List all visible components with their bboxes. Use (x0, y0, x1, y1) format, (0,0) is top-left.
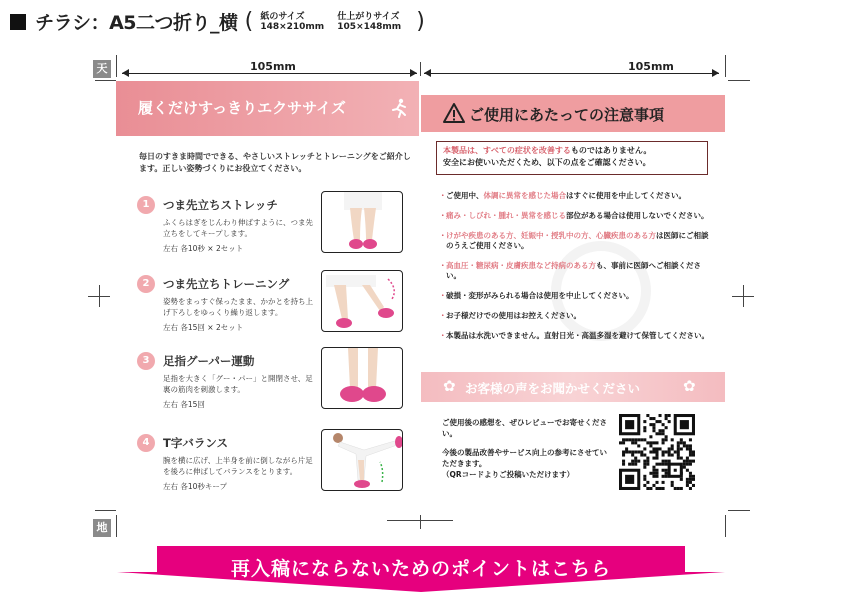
exercise-desc: 姿勢をまっすぐ保ったまま、かかとを持ち上げ下ろしをゆっくり繰り返します。 (163, 297, 313, 317)
flower-icon: ✿ (683, 377, 696, 395)
exercise-intro: 毎日のすきま時間でできる、やさしいストレッチとトレーニングをご紹介します。正しい姿勢づくりにお役立てください。 (139, 152, 411, 173)
exercise-photo-3 (321, 347, 403, 409)
paper-size: 紙のサイズ 148×210mm (260, 11, 325, 32)
exercise-item-4 (116, 433, 419, 499)
close-paren: ) (416, 9, 425, 34)
exercise-reps: 左右 各15回 × 2セット (163, 323, 244, 332)
dimension-left-label: 105mm (250, 60, 296, 73)
bottom-marker: 地 (93, 519, 111, 537)
caution-item: ・ 痛み・しびれ・腫れ・異常を感じる部位がある場合は使用しないでください。 (439, 211, 709, 220)
caution-item: ・ 高血圧・糖尿病・皮膚疾患など持病のある方も、事前に医師へご相談ください。 (439, 261, 701, 280)
caution-title: ご使用にあたっての注意事項 (469, 106, 665, 124)
voice-text: ご使用後の感想を、ぜひレビューでお寄せください。 今後の製品改善やサービス向上の参考にさせていただきます。 （QRコードよりご投稿いただけます） (442, 418, 607, 479)
reupload-points-banner[interactable] (117, 546, 725, 592)
caution-item: ・ 破損・変形がみられる場合は使用を中止してください。 (439, 291, 634, 300)
notice-rest: ものではありません。 (570, 146, 652, 155)
notice-line2: 安全にお使いいただくため、以下の点をご確認ください。 (443, 158, 651, 167)
flower-icon: ✿ (443, 377, 456, 395)
notice-highlight: 本製品は、すべての症状を改善する (443, 146, 571, 155)
open-paren: ( (244, 9, 254, 34)
voice-title-band (421, 372, 725, 402)
exercise-name: つま先立ちトレーニング (163, 277, 290, 291)
qr-code[interactable] (619, 414, 695, 490)
exercise-number: 2 (137, 275, 155, 293)
notice-box (436, 141, 708, 175)
exercise-desc: 足指を大きく「グー・パー」と開閉させ、足裏の筋肉を刺激します。 (163, 374, 313, 394)
exercise-name: 足指グーパー運動 (163, 354, 255, 368)
dimension-right-label: 105mm (628, 60, 674, 73)
caution-list (439, 191, 714, 351)
runner-icon (390, 98, 408, 123)
finish-size: 仕上がりサイズ 105×148mm (337, 11, 402, 32)
page-header (10, 8, 427, 38)
caution-item: ・ ご使用中、体調に異常を感じた場合はすぐに使用を中止してください。 (439, 191, 686, 200)
exercise-name: T字バランス (163, 436, 228, 450)
exercise-reps: 左右 各10秒 × 2セット (163, 244, 244, 253)
exercise-title: 履くだけすっきりエクササイズ (138, 99, 346, 117)
caution-item: ・ 本製品は水洗いできません。直射日光・高温多湿を避けて保管してください。 (439, 331, 709, 340)
exercise-desc: ふくらはぎをじんわり伸ばすように、つま先立ちをしてキープします。 (163, 218, 313, 238)
caution-item: ・ けがや疾患のある方、妊娠中・授乳中の方、心臓疾患のある方は医師にご相談のうえご使用ください。 (439, 231, 709, 250)
exercise-item-3 (116, 351, 419, 417)
page-title: チラシ：A5二つ折り_横 (35, 12, 238, 34)
caution-item: ・ お子様だけでの使用はお控えください。 (439, 311, 581, 320)
exercise-item-2 (116, 274, 419, 340)
exercise-photo-4 (321, 429, 403, 491)
top-marker: 天 (93, 60, 111, 78)
banner-label: 再入稿にならないためのポイントはこちら (230, 558, 611, 580)
right-panel (421, 81, 725, 509)
exercise-item-1 (116, 195, 419, 261)
exercise-photo-1 (321, 191, 403, 253)
left-panel (116, 81, 419, 509)
exercise-reps: 左右 各15回 (163, 400, 205, 409)
exercise-photo-2 (321, 270, 403, 332)
exercise-desc: 腕を横に広げ、上半身を前に倒しながら片足を後ろに伸ばしてバランスをとります。 (163, 456, 313, 476)
exercise-title-band (116, 81, 419, 136)
exercise-number: 4 (137, 434, 155, 452)
square-bullet-icon (10, 14, 26, 30)
exercise-name: つま先立ちストレッチ (163, 198, 278, 212)
voice-title: お客様の声をお聞かせください (465, 381, 641, 396)
exercise-number: 1 (137, 196, 155, 214)
warning-icon (443, 102, 465, 124)
caution-title-band (421, 95, 725, 132)
exercise-number: 3 (137, 352, 155, 370)
exercise-reps: 左右 各10秒キープ (163, 482, 228, 491)
